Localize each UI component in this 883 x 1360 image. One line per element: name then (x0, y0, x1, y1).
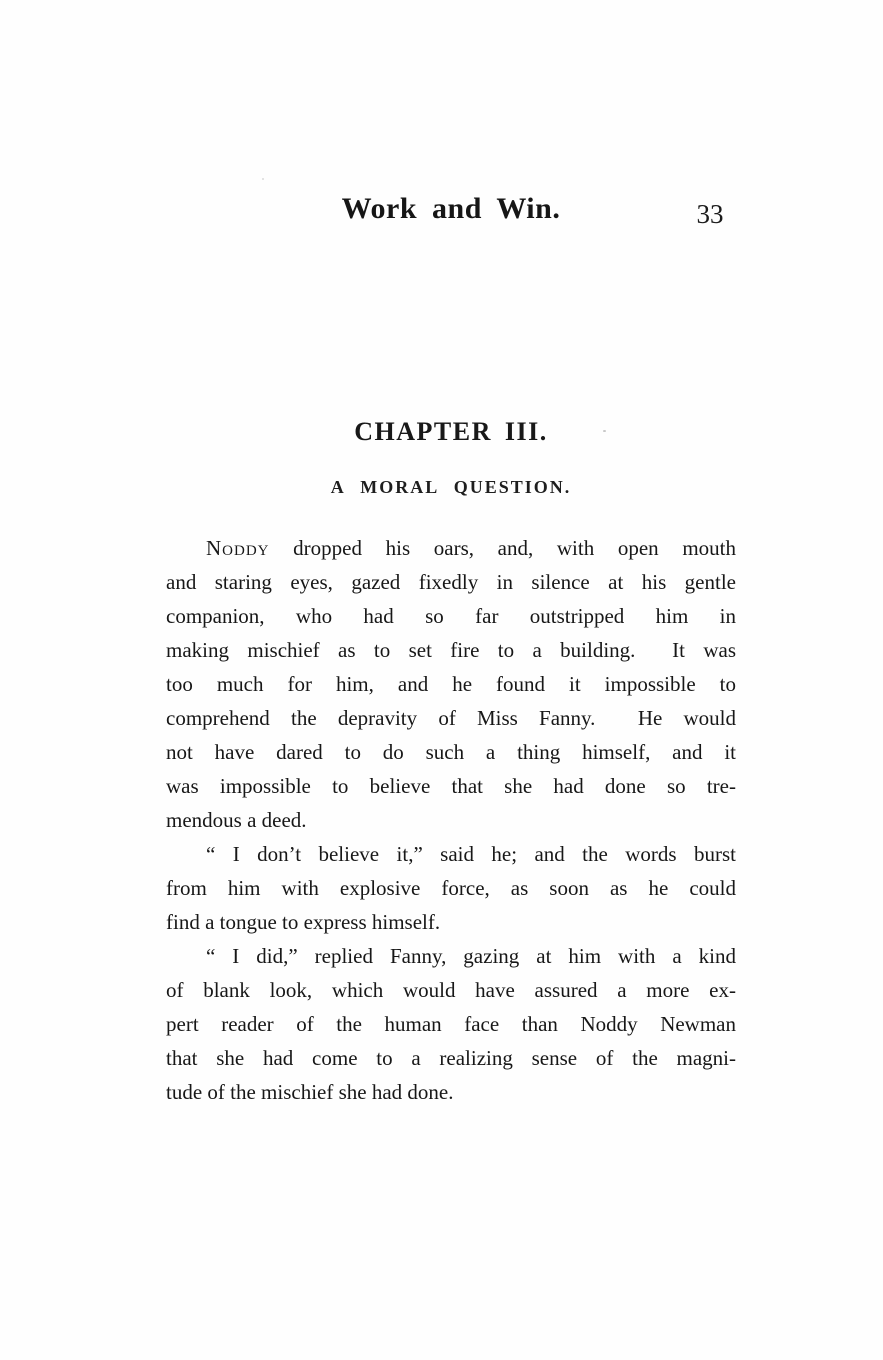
body-line: not have dared to do such a thing himself, and it (166, 740, 736, 764)
body-line: tude of the mischief she had done. (166, 1080, 454, 1104)
body-line: companion, who had so far outstripped him in (166, 604, 736, 628)
body-line: making mischief as to set fire to a building. It was (166, 638, 736, 662)
body-line: “ I don’t believe it,” said he; and the words burst (206, 842, 736, 866)
paragraph (166, 531, 736, 837)
scan-speck (603, 430, 606, 432)
paragraph (166, 939, 736, 1109)
body-line: comprehend the depravity of Miss Fanny. He would (166, 706, 736, 730)
body-line: find a tongue to express himself. (166, 910, 441, 934)
body-line: was impossible to believe that she had done so tre- (166, 774, 736, 798)
scan-speck (262, 178, 264, 180)
running-title: Work and Win. (341, 192, 561, 225)
body-line: mendous a deed. (166, 808, 307, 832)
body-line: Noddy dropped his oars, and, with open mouth (206, 536, 736, 560)
page-number: 33 (696, 199, 724, 229)
chapter-subtitle: A MORAL QUESTION. (330, 477, 572, 497)
paragraph (166, 837, 736, 939)
body-text (166, 531, 736, 1109)
body-line: that she had come to a realizing sense of the magni- (166, 1046, 736, 1070)
body-line: of blank look, which would have assured a more ex- (166, 978, 736, 1002)
body-line: pert reader of the human face than Noddy Newman (166, 1012, 736, 1036)
body-line: too much for him, and he found it impossible to (166, 672, 736, 696)
body-line: “ I did,” replied Fanny, gazing at him with a kind (206, 944, 736, 968)
body-line: and staring eyes, gazed fixedly in silence at his gentle (166, 570, 736, 594)
smallcaps-lead: Noddy (206, 536, 270, 560)
body-line: from him with explosive force, as soon as he could (166, 876, 736, 900)
chapter-heading: CHAPTER III. (354, 417, 548, 446)
